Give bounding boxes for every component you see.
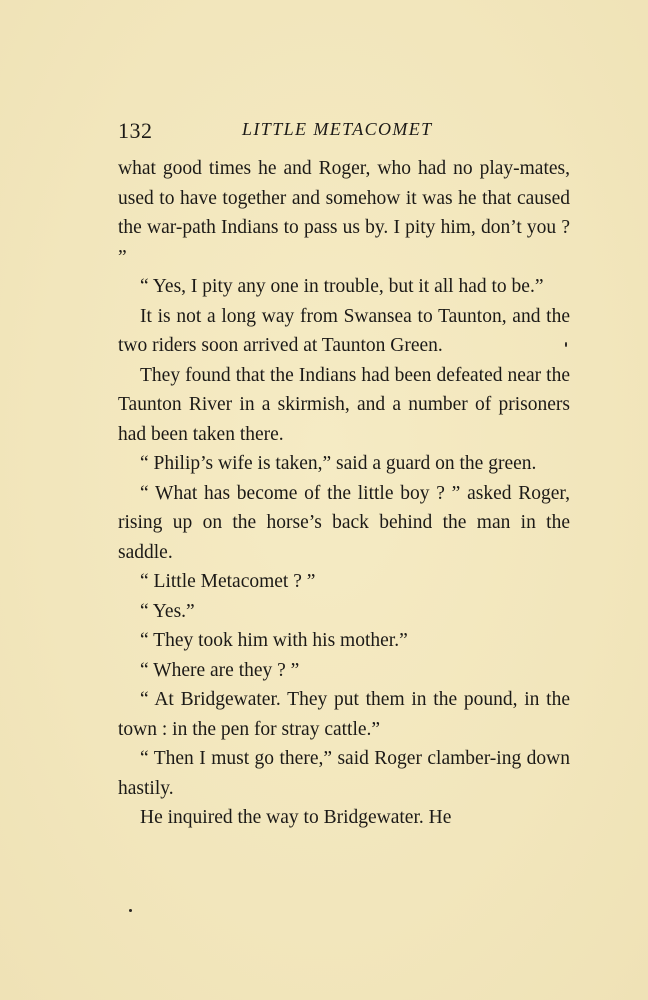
paragraph: They found that the Indians had been defeated near the Taunton River in a skirmish, and a number of prisoners had been taken there. <box>118 364 570 445</box>
paragraph: “ Philip’s wife is taken,” said a guard on the green. <box>140 453 537 474</box>
paragraph: “ Where are they ? ” <box>140 659 300 681</box>
body-text <box>118 154 570 833</box>
paragraph: He inquired the way to Bridgewater. He <box>140 807 452 828</box>
page-header <box>118 118 573 148</box>
paragraph-continuation: what good times he and Roger, who had no play-mates, used to have together and somehow it was he that caused the war-path Indians to pass us by. I pity him, don’t you ? ” <box>118 158 570 268</box>
paragraph: “ Yes.” <box>140 600 195 622</box>
paragraph: “ Then I must go there,” said Roger clamber-ing down hastily. <box>118 748 570 799</box>
ink-speck <box>565 342 567 347</box>
paragraph: “ Little Metacomet ? ” <box>140 571 316 592</box>
paragraph: “ Yes, I pity any one in trouble, but it all had to be.” <box>140 276 544 297</box>
paragraph: “ At Bridgewater. They put them in the pound, in the town : in the pen for stray cattle.” <box>118 689 570 740</box>
page-number: 132 <box>118 118 153 143</box>
paragraph: “ What has become of the little boy ? ” asked Roger, rising up on the horse’s back behind the man in the saddle. <box>118 482 570 563</box>
ink-speck <box>129 909 132 912</box>
paragraph: “ They took him with his mother.” <box>140 630 408 651</box>
running-title: LITTLE METACOMET <box>242 119 433 139</box>
paragraph: It is not a long way from Swansea to Taunton, and the two riders soon arrived at Taunton Green. <box>118 305 570 356</box>
